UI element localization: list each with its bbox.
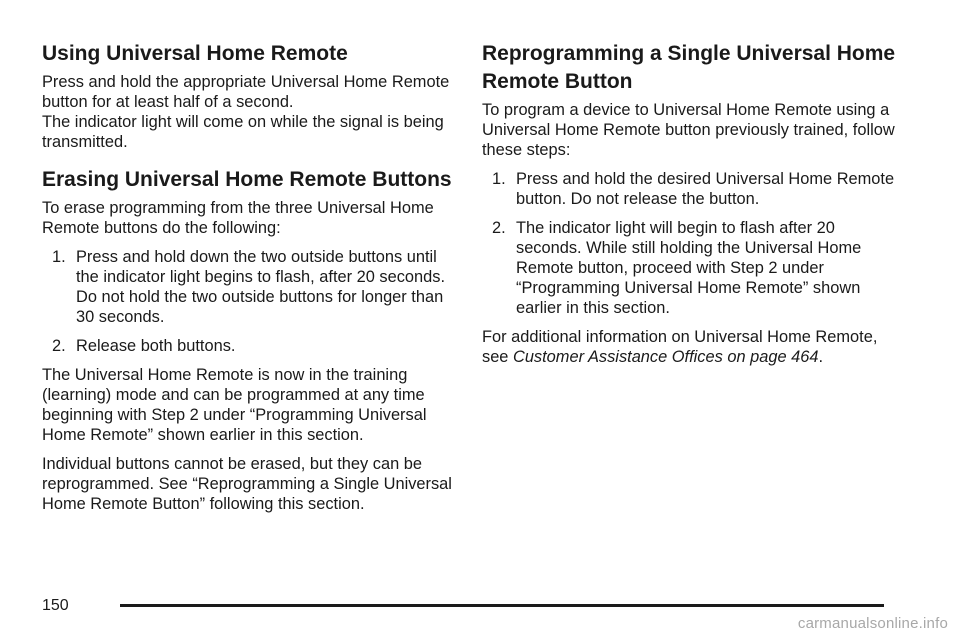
cross-reference-link[interactable]: Customer Assistance Offices on page 464 [512,348,819,366]
section-heading-reprogramming: Reprogramming a Single Universal Home Remote Button [482,42,896,93]
paragraph: To program a device to Universal Home Remote using a Universal Home Remote button previously trained, follow these steps: [482,101,895,159]
list-item [482,218,902,318]
footer-rule [120,604,884,607]
right-column [482,40,902,376]
list-item [42,336,460,356]
section-heading-using-remote: Using Universal Home Remote [42,42,348,65]
closing-text: For additional information on Universal Home Remote, see [482,328,878,366]
erase-steps-list [42,247,460,356]
reprogram-steps-list [482,169,902,318]
paragraph: To erase programming from the three Universal Home Remote buttons do the following: [42,199,434,237]
paragraph: Individual buttons cannot be erased, but they can be reprogrammed. See “Reprogramming a Single Universal Home Remote Button” following this section. [42,455,452,513]
closing-period: . [818,348,824,366]
step-text: Press and hold the desired Universal Home Remote button. Do not release the button. [516,170,895,208]
page-footer [42,596,892,616]
paragraph: Press and hold the appropriate Universal Home Remote button for at least half of a second. [42,73,450,111]
step-text: Release both buttons. [76,337,236,355]
page-number: 150 [42,597,69,614]
paragraph: The Universal Home Remote is now in the training (learning) mode and can be programmed at any time beginning with Step 2 under “Programming Universal Home Remote” shown earlier in this section. [42,366,427,444]
paragraph: The indicator light will come on while the signal is being transmitted. [42,113,444,151]
step-text: The indicator light will begin to flash after 20 seconds. While still holding the Universal Home Remote button, proceed with Step 2 under “Programming Universal Home Remote” shown earlier in this section. [516,219,862,317]
list-item [42,247,460,327]
step-number: 1. [492,170,506,188]
list-item [482,169,902,209]
step-number: 2. [52,337,66,355]
step-number: 1. [52,248,66,266]
left-column [42,40,460,523]
step-text: Press and hold down the two outside buttons until the indicator light begins to flash, after 20 seconds. Do not hold the two outside buttons for longer than 30 seconds. [76,248,446,326]
section-heading-erasing-buttons: Erasing Universal Home Remote Buttons [42,168,452,191]
closing-paragraph [482,327,902,367]
step-number: 2. [492,219,506,237]
watermark: carmanualsonline.info [797,615,948,632]
